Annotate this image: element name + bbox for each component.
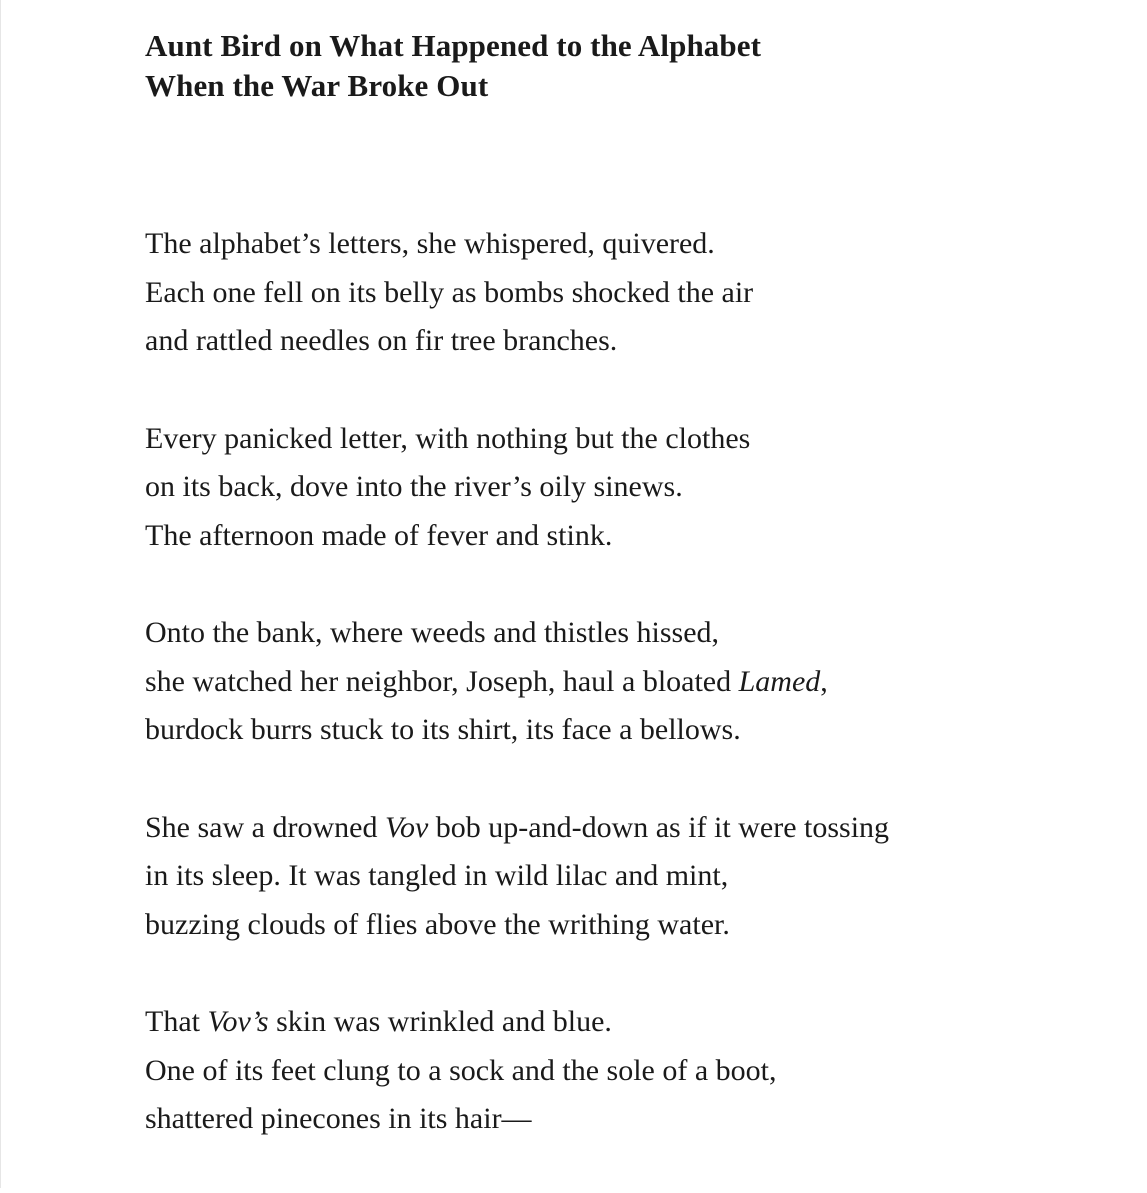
line-text: she watched her neighbor, Joseph, haul a bloated <box>145 664 739 698</box>
poem-title <box>145 26 761 106</box>
line-text: Onto the bank, where weeds and thistles hissed, <box>145 616 720 649</box>
poem-title-line-1: Aunt Bird on What Happened to the Alphabet <box>145 28 762 63</box>
line-text: and rattled needles on fir tree branches. <box>145 324 618 357</box>
italic-word: Lamed <box>738 664 821 698</box>
line-text: on its back, dove into the river’s oily sinews. <box>145 470 683 503</box>
poem-line <box>145 415 889 464</box>
poem-line <box>145 220 889 269</box>
stanza-1 <box>145 220 889 366</box>
poem-body <box>145 220 889 1193</box>
poem-line <box>145 512 889 561</box>
poem-line <box>145 852 889 901</box>
stanza-4 <box>145 804 889 950</box>
poem-line <box>145 1047 889 1096</box>
poem-line <box>145 1095 889 1144</box>
line-text: buzzing clouds of flies above the writhing water. <box>145 907 730 941</box>
poem-line <box>145 269 889 318</box>
poem-line <box>145 706 889 755</box>
line-text: She saw a drowned <box>145 810 385 844</box>
poem-line <box>145 658 889 707</box>
line-text: burdock burrs stuck to its shirt, its face a bellows. <box>145 713 741 746</box>
line-text: bob up-and-down as if it were tossing <box>428 810 890 844</box>
poem-title-line-2: When the War Broke Out <box>145 68 489 103</box>
line-text: , <box>820 664 828 698</box>
stanza-5 <box>145 998 889 1144</box>
poem-line <box>145 317 889 366</box>
line-text: Every panicked letter, with nothing but the clothes <box>145 421 751 455</box>
line-text: Each one fell on its belly as bombs shocked the air <box>145 275 754 309</box>
line-text: shattered pinecones in its hair— <box>145 1102 532 1135</box>
stanza-3 <box>145 609 889 755</box>
italic-word: Vov’s <box>207 1005 269 1038</box>
stanza-2 <box>145 415 889 561</box>
italic-word: Vov <box>384 810 429 844</box>
poem-line <box>145 463 889 512</box>
line-text: The afternoon made of fever and stink. <box>145 518 613 552</box>
poem-line <box>145 804 889 853</box>
poem-line <box>145 901 889 950</box>
line-text: skin was wrinkled and blue. <box>268 1005 612 1038</box>
line-text: That <box>145 1005 208 1038</box>
line-text: The alphabet’s letters, she whispered, quivered. <box>145 227 715 260</box>
poem-line <box>145 609 889 658</box>
line-text: One of its feet clung to a sock and the sole of a boot, <box>145 1053 777 1087</box>
poem-line <box>145 998 889 1047</box>
line-text: in its sleep. It was tangled in wild lilac and mint, <box>145 859 729 892</box>
